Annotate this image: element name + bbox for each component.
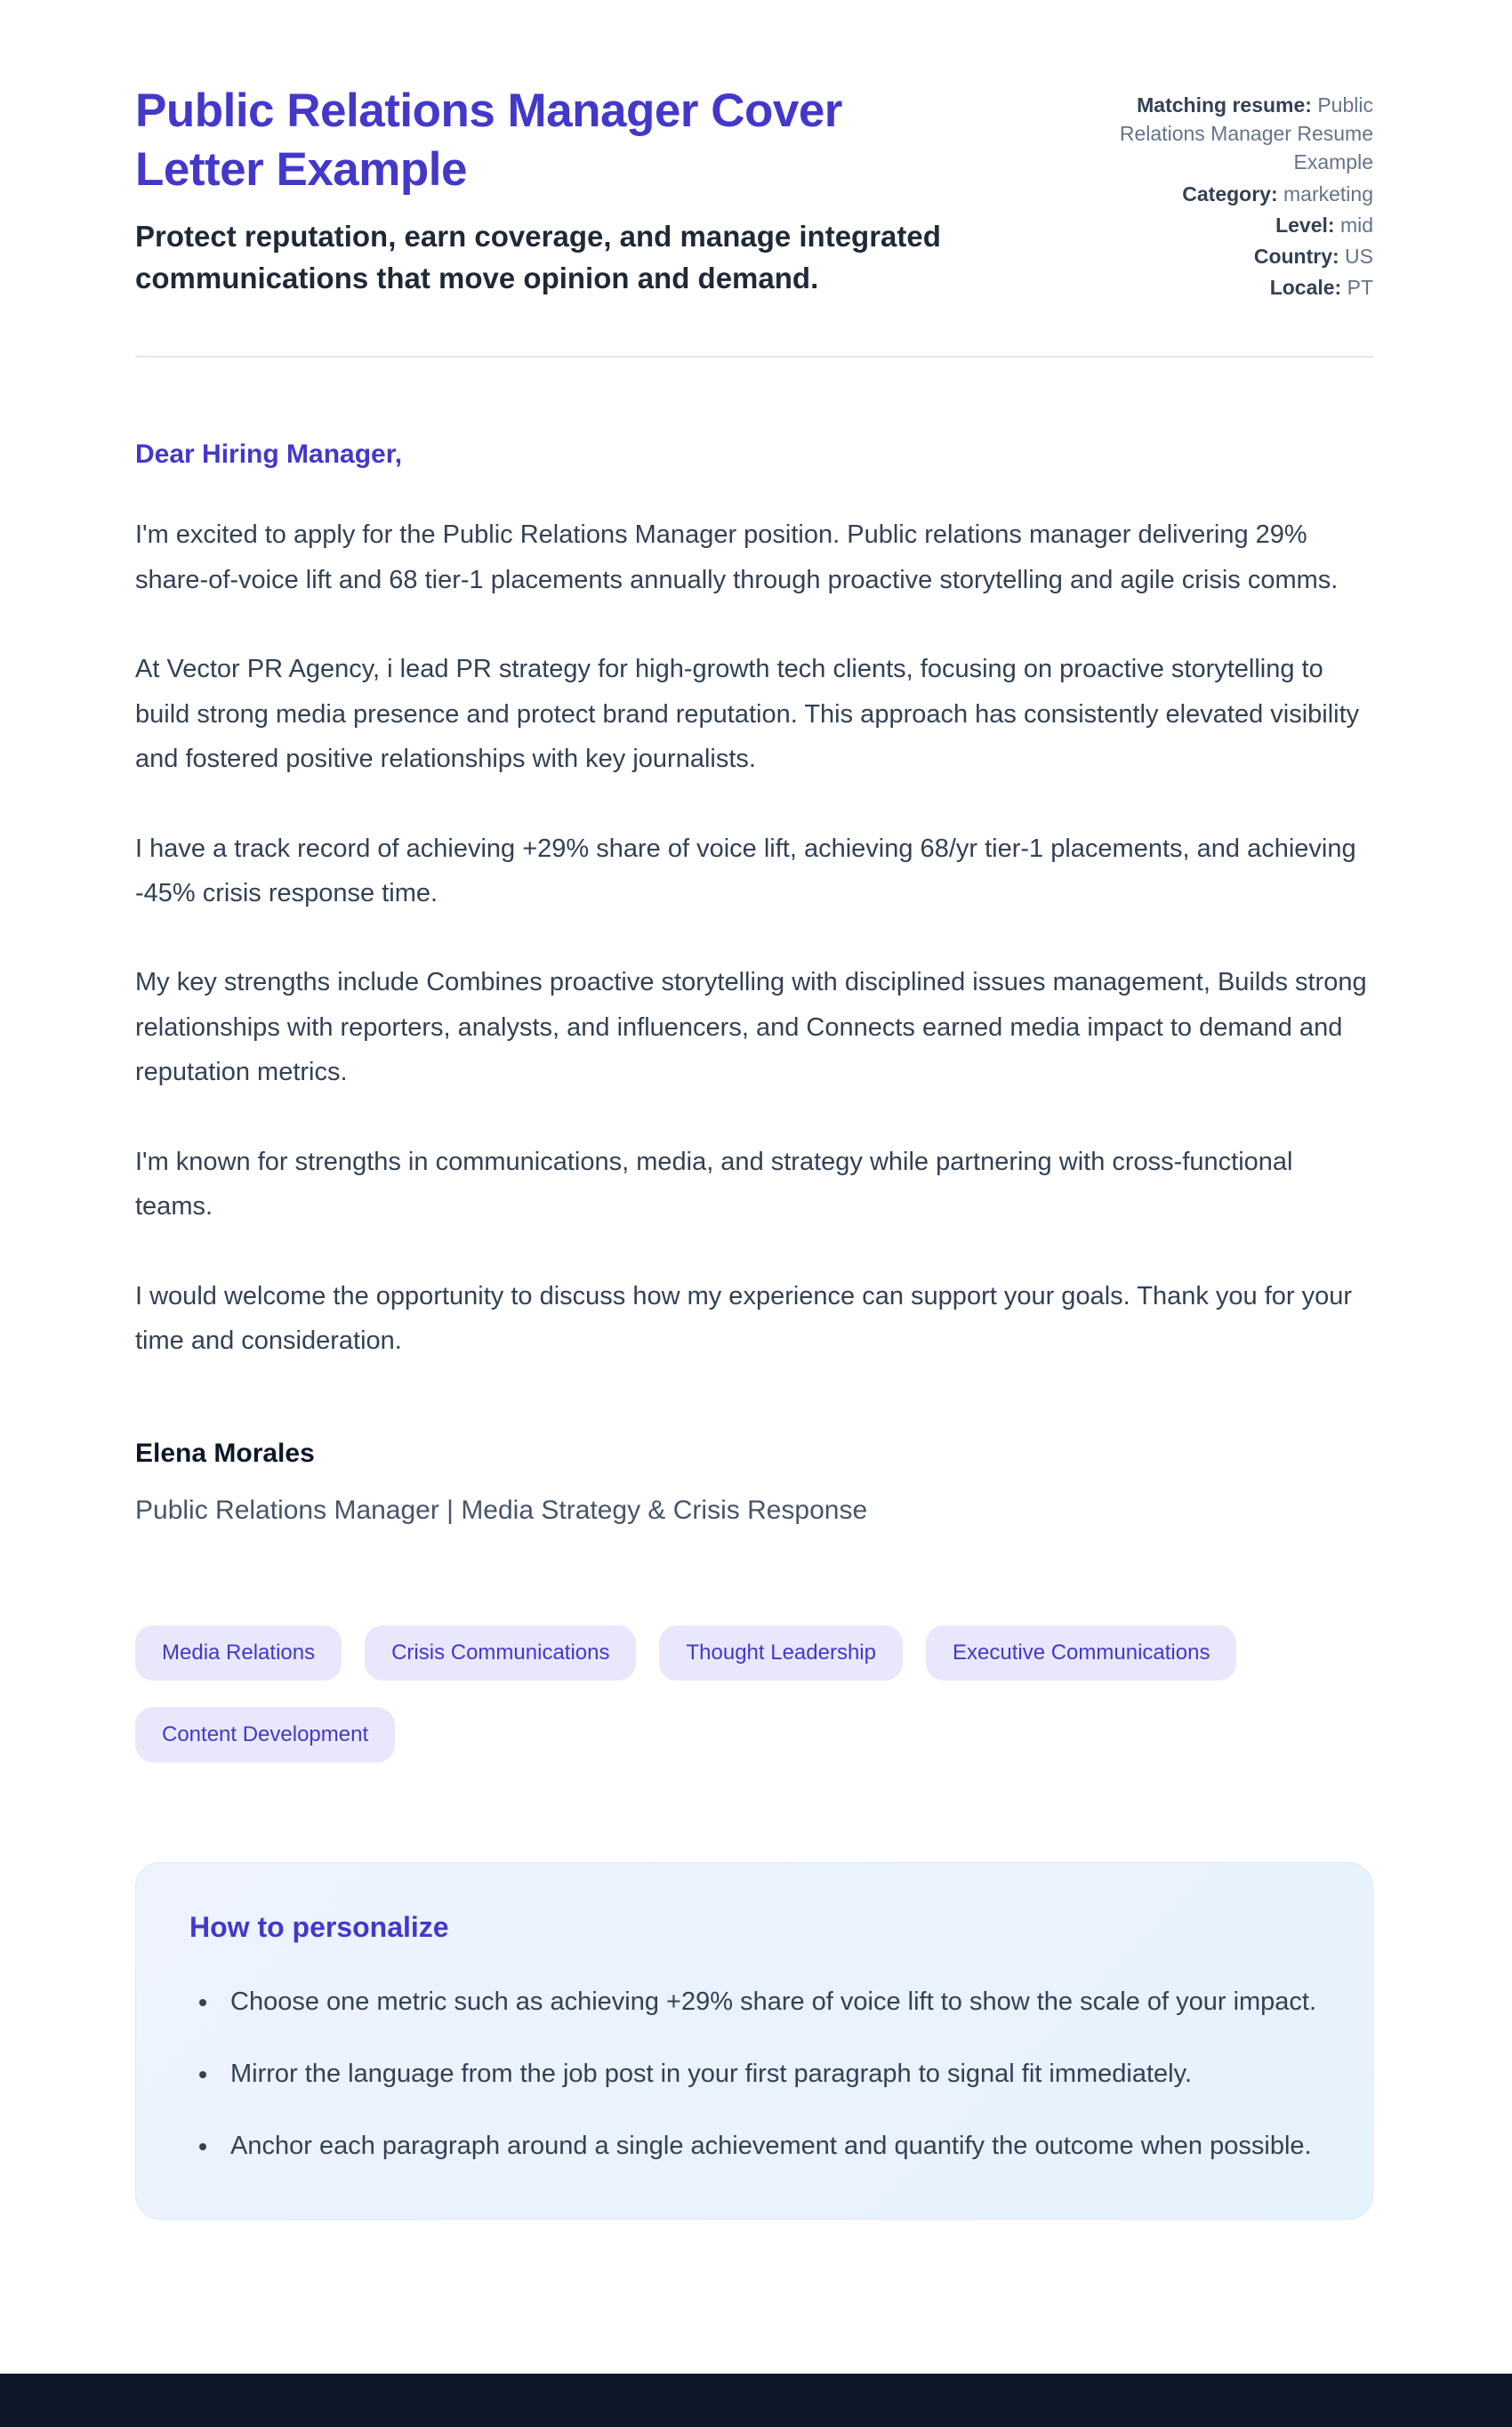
letter-paragraph: I'm excited to apply for the Public Relations Manager position. Public relations manager delivering 29% share-of-voice lift and 68 tier-1 placements annually through proactive storytelling and agile crisis comms.	[135, 520, 1339, 594]
page-title: Public Relations Manager Cover Letter Example	[135, 85, 842, 196]
header-left	[135, 82, 1016, 300]
letter-paragraph: I have a track record of achieving +29% share of voice lift, achieving 68/yr tier-1 placements, and achieving -45% crisis response time.	[135, 834, 1356, 908]
letter-paragraph: I'm known for strengths in communications, media, and strategy while partnering with cross-functional teams.	[135, 1147, 1293, 1222]
meta-category	[1066, 180, 1373, 208]
tag-media-relations[interactable]: Media Relations	[135, 1625, 342, 1681]
letter-paragraph: I would welcome the opportunity to discuss how my experience can support your goals. Thank you for your time and consideration.	[135, 1281, 1353, 1356]
signature-role: Public Relations Manager | Media Strategy & Crisis Response	[135, 1495, 868, 1525]
personalize-title: How to personalize	[189, 1910, 449, 1943]
meta-level	[1066, 211, 1373, 239]
meta-label: Country:	[1253, 244, 1339, 268]
meta-label: Matching resume:	[1137, 93, 1312, 117]
meta-value: US	[1345, 244, 1373, 268]
header	[135, 82, 1373, 304]
skill-tags	[135, 1625, 1373, 1762]
tag-executive-communications[interactable]: Executive Communications	[926, 1625, 1236, 1681]
meta-value: PT	[1347, 276, 1373, 300]
meta-value: marketing	[1283, 181, 1373, 206]
footer-bar	[0, 2374, 1512, 2427]
personalize-bullet: • Mirror the language from the job post in your first paragraph to signal fit immediately.	[220, 2053, 1319, 2095]
letter-paragraph: My key strengths include Combines proactive storytelling with disciplined issues management, Builds strong relationships with reporters, analysts, and influencers, and Connects earned media impact to demand and reputation metrics.	[135, 968, 1367, 1087]
personalize-list	[177, 1981, 1319, 2167]
letter-paragraph: At Vector PR Agency, i lead PR strategy for high-growth tech clients, focusing on proactive storytelling to build strong media presence and protect brand reputation. This approach has consistently elevated visibility and fostered positive relationships with key journalists.	[135, 655, 1360, 774]
meta-label: Level:	[1275, 213, 1335, 237]
meta-locale	[1066, 273, 1373, 302]
personalize-box	[135, 1862, 1373, 2220]
personalize-bullet: • Anchor each paragraph around a single achievement and quantify the outcome when possible.	[220, 2125, 1319, 2167]
meta-label: Category:	[1182, 181, 1278, 206]
personalize-bullet: • Choose one metric such as achieving +29% share of voice lift to show the scale of your impact.	[220, 1981, 1319, 2023]
tag-thought-leadership[interactable]: Thought Leadership	[659, 1625, 903, 1681]
tag-content-development[interactable]: Content Development	[135, 1707, 395, 1762]
signature-name: Elena Morales	[135, 1438, 315, 1468]
letter-salutation: Dear Hiring Manager,	[135, 439, 403, 470]
tag-crisis-communications[interactable]: Crisis Communications	[365, 1625, 636, 1681]
page-subtitle: Protect reputation, earn coverage, and manage integrated communications that move opinion and demand.	[135, 220, 941, 295]
letter-body	[135, 512, 1373, 1363]
header-divider	[135, 356, 1373, 358]
meta-label: Locale:	[1269, 276, 1342, 300]
meta-country	[1066, 242, 1373, 270]
meta-matching-resume	[1066, 91, 1373, 177]
meta-value: Public Relations Manager Resume Example	[1119, 93, 1373, 174]
meta-panel	[1066, 82, 1373, 304]
meta-value: mid	[1339, 213, 1373, 237]
